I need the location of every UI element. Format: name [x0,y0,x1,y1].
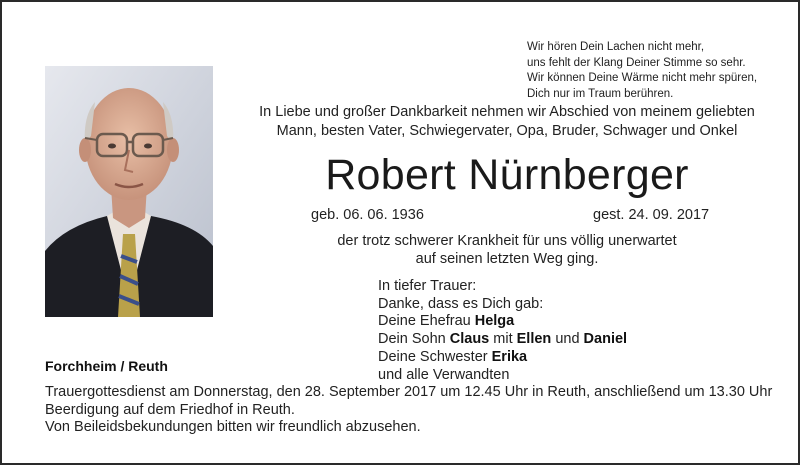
farewell-line: der trotz schwerer Krankheit für uns völlig unerwartet [337,233,677,249]
mourner-son [378,331,627,349]
mourner-relatives: und alle Verwandten [378,366,510,383]
mourner-name: Helga [474,313,515,330]
intro-line: Mann, besten Vater, Schwiegervater, Opa, Bruder, Schwager und Onkel [276,123,738,139]
mourner-relation: Deine Ehefrau [378,313,475,330]
mourners-list [378,278,627,384]
deceased-name: Robert Nürnberger [325,151,689,199]
service-line: Trauergottesdienst am Donnerstag, den 28. September 2017 um 12.45 Uhr in Reuth, anschließend um 13.30 Uhr [45,384,773,400]
mourner-connector: und [551,331,584,348]
mourner-connector: mit [489,331,517,348]
mourners-heading: In tiefer Trauer: [378,278,477,294]
mourners-thanks: Danke, dass es Dich gab: [378,295,544,312]
mourner-wife [378,313,627,331]
service-line: Beerdigung auf dem Friedhof in Reuth. [45,401,295,418]
farewell-line: auf seinen letzten Weg ging. [415,251,599,267]
service-line: Von Beileidsbekundungen bitten wir freundlich abzusehen. [45,419,421,435]
mourner-sister [378,349,627,367]
mourner-name: Daniel [583,331,628,348]
death-date: gest. 24. 09. 2017 [593,207,710,223]
place-of-residence: Forchheim / Reuth [45,358,168,374]
birth-date: geb. 06. 06. 1936 [311,207,424,223]
intro-text [232,103,782,141]
service-info [45,384,785,437]
intro-line: In Liebe und großer Dankbarkeit nehmen wir Abschied von meinem geliebten [259,104,755,120]
mourner-relation: Deine Schwester [378,348,492,365]
mourner-name: Claus [449,331,490,348]
poem-line: uns fehlt der Klang Deiner Stimme so sehr. [527,56,746,69]
portrait-photo [45,66,213,317]
poem-line: Wir können Deine Wärme nicht mehr spüren, [527,72,758,84]
mourner-name: Erika [491,348,528,365]
memorial-poem [527,40,757,102]
farewell-text [232,232,782,268]
mourner-name: Ellen [516,331,552,348]
poem-line: Dich nur im Traum berühren. [527,87,674,100]
mourner-relation: Dein Sohn [378,331,450,348]
poem-line: Wir hören Dein Lachen nicht mehr, [527,41,705,53]
